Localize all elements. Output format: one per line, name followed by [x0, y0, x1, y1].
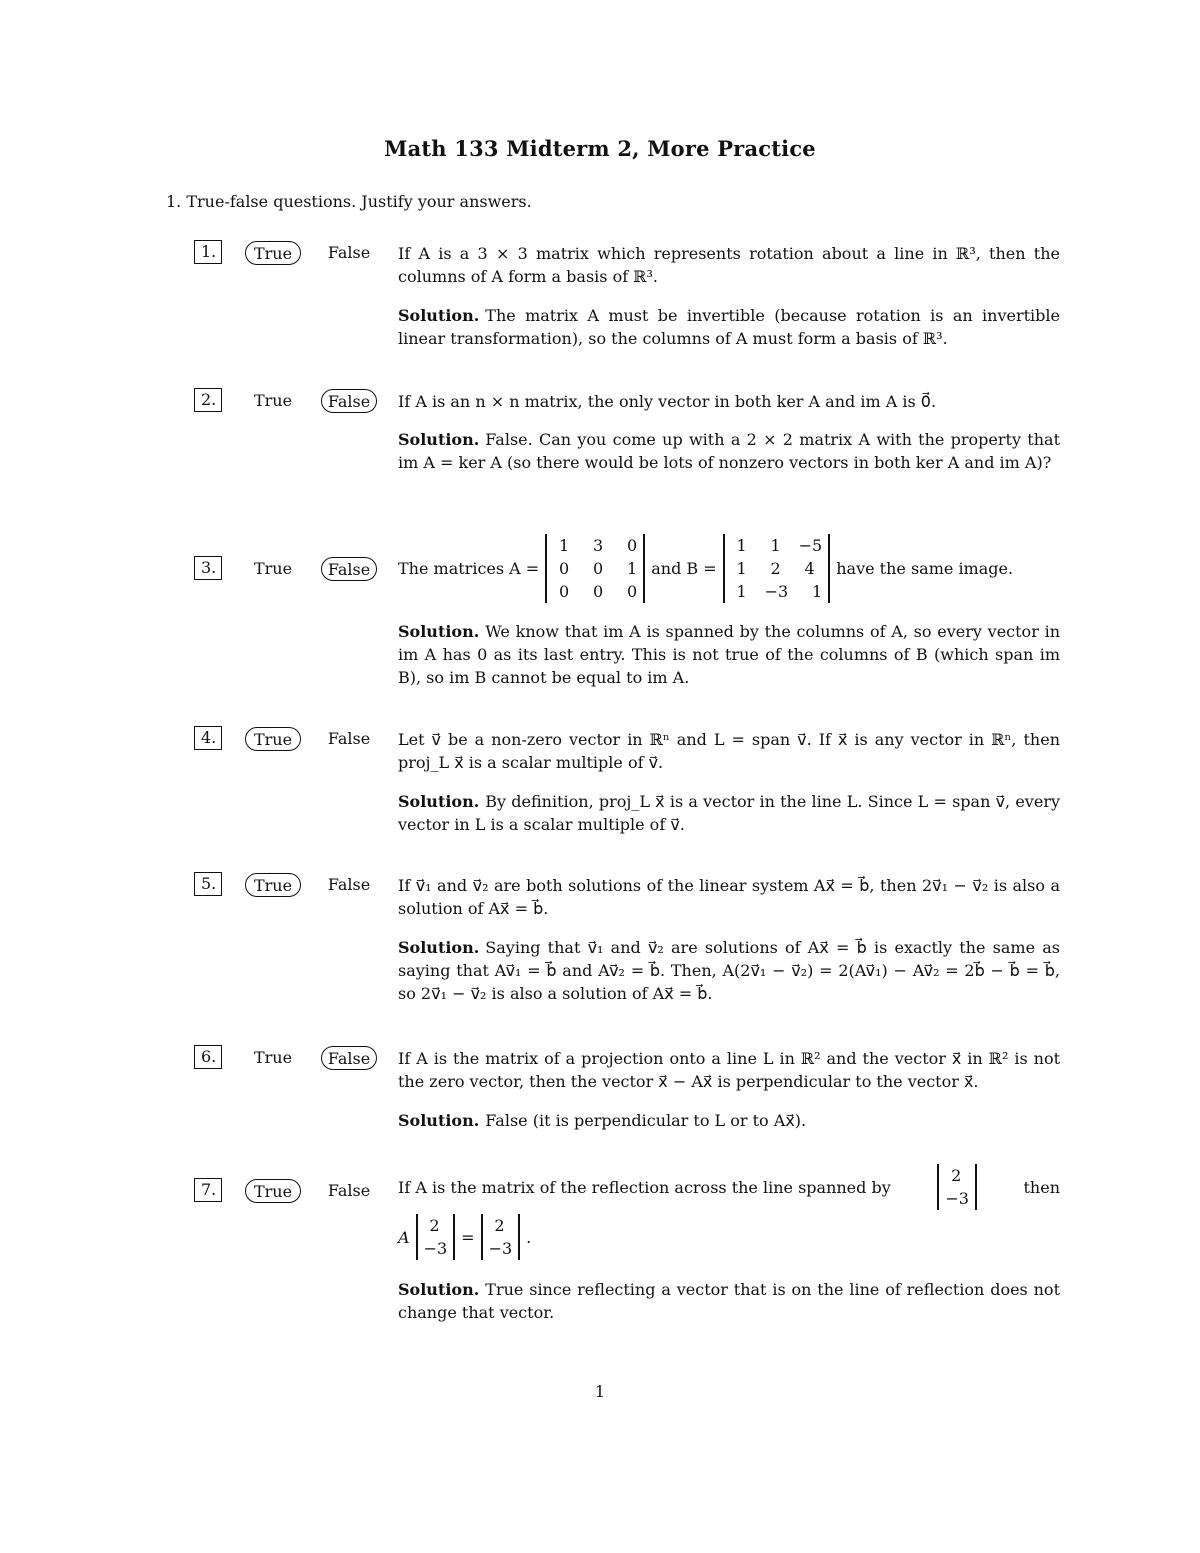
matrix-cell: 0 [627, 581, 638, 601]
question-number: 6. [194, 1045, 222, 1069]
solution-body: We know that im A is spanned by the columns of A, so every vector in im A has 0 as its last entry. This is not true of the columns of B (which span im B), so im B cannot be equal to im A. [398, 622, 1060, 687]
matrix-cell: 3 [593, 535, 604, 555]
solution-label: Solution. [398, 1111, 480, 1130]
solution-body: The matrix A must be invertible (because rotation is an invertible linear transformation), so the columns of A must form a basis of ℝ³. [398, 306, 1060, 348]
statement-part-c: have the same image. [836, 558, 1014, 578]
page-number: 1 [594, 1382, 606, 1401]
matrix-b [723, 534, 831, 603]
question-statement [398, 532, 1060, 604]
matrix-row [945, 1164, 969, 1187]
solution-body: By definition, proj_L x⃗ is a vector in the line L. Since L = span v⃗, every vector in L is a scalar multiple of v⃗. [398, 792, 1060, 834]
matrix-row [489, 1237, 513, 1260]
matrix-cell: 1 [736, 535, 747, 555]
solution-text [398, 1278, 1060, 1324]
true-option-selected[interactable]: True [245, 241, 301, 265]
lhs-vector [416, 1214, 456, 1260]
matrix-cell: −3 [488, 1239, 513, 1258]
matrix-row [553, 534, 637, 557]
question-number: 3. [194, 556, 222, 580]
statement-part-a: If A is the matrix of the reflection across the line spanned by [398, 1177, 891, 1197]
matrix-cell: 1 [736, 558, 747, 578]
question-statement: If A is an n × n matrix, the only vector in both ker A and im A is 0⃗. [398, 392, 937, 411]
matrix-cell: 0 [559, 558, 570, 578]
matrix-cell: 1 [559, 535, 570, 555]
matrix-cell: 1 [770, 535, 781, 555]
matrix-cell: 1 [627, 558, 638, 578]
matrix-a [545, 534, 645, 603]
true-option-selected[interactable]: True [245, 727, 301, 751]
question-number: 1. [194, 240, 222, 264]
false-option-selected[interactable]: False [321, 1046, 377, 1070]
matrix-cell: 0 [593, 581, 604, 601]
page-title: Math 133 Midterm 2, More Practice [384, 136, 816, 161]
matrix-row [731, 580, 823, 603]
matrix-row [731, 534, 823, 557]
matrix-row [731, 557, 823, 580]
solution-text [398, 936, 1060, 1005]
matrix-cell: 4 [804, 558, 815, 578]
matrix-cell: 2 [429, 1216, 440, 1235]
true-option-selected[interactable]: True [245, 1179, 301, 1203]
question-number: 7. [194, 1178, 222, 1202]
matrix-cell: 0 [627, 535, 638, 555]
matrix-cell: 2 [770, 558, 781, 578]
matrix-cell: −3 [945, 1189, 969, 1208]
matrix-cell: 2 [494, 1216, 505, 1235]
question-number: 4. [194, 726, 222, 750]
solution-label: Solution. [398, 306, 480, 325]
matrix-cell: 1 [812, 581, 823, 601]
statement-part-b: then [1023, 1177, 1060, 1197]
matrix-cell: −3 [423, 1239, 448, 1258]
solution-text [398, 620, 1060, 689]
rhs-vector [481, 1214, 521, 1260]
solution-text [398, 304, 1060, 350]
equation-lhs: A [398, 1227, 410, 1247]
solution-label: Solution. [398, 1280, 480, 1299]
solution-text [398, 1109, 1060, 1132]
question-statement: Let v⃗ be a non-zero vector in ℝⁿ and L = span v⃗. If x⃗ is any vector in ℝⁿ, then proj_L x⃗ is a scalar multiple of v⃗. [398, 730, 1060, 772]
false-option-selected[interactable]: False [321, 557, 377, 581]
false-option[interactable]: False [327, 875, 371, 894]
false-option[interactable]: False [327, 1181, 371, 1200]
matrix-row [424, 1214, 448, 1237]
false-option[interactable]: False [327, 729, 371, 748]
matrix-cell: −5 [798, 535, 823, 555]
solution-label: Solution. [398, 430, 480, 449]
section-intro: 1. True-false questions. Justify your answers. [166, 192, 532, 211]
solution-body: True since reflecting a vector that is on the line of reflection does not change that vector. [398, 1280, 1060, 1322]
line-vector [937, 1164, 977, 1210]
true-option-selected[interactable]: True [245, 873, 301, 897]
equals-sign: = [461, 1227, 475, 1247]
statement-part-a: The matrices A = [398, 558, 540, 578]
question-number: 5. [194, 872, 222, 896]
matrix-row [489, 1214, 513, 1237]
question-number: 2. [194, 388, 222, 412]
solution-body: False. Can you come up with a 2 × 2 matrix A with the property that im A = ker A (so there would be lots of nonzero vectors in both ker A and im A)? [398, 430, 1060, 472]
matrix-row [553, 580, 637, 603]
statement-part-b: and B = [651, 558, 717, 578]
equation-end: . [526, 1227, 532, 1247]
true-option[interactable]: True [253, 559, 293, 578]
solution-label: Solution. [398, 622, 480, 641]
true-option[interactable]: True [253, 391, 293, 410]
solution-body: False (it is perpendicular to L or to Ax⃗). [485, 1111, 807, 1130]
false-option-selected[interactable]: False [321, 389, 377, 413]
solution-text [398, 790, 1060, 836]
solution-label: Solution. [398, 792, 480, 811]
false-option[interactable]: False [327, 243, 371, 262]
question-statement: If A is a 3 × 3 matrix which represents rotation about a line in ℝ³, then the columns of A form a basis of ℝ³. [398, 244, 1060, 286]
matrix-cell: 2 [951, 1166, 962, 1185]
question-statement: If A is the matrix of a projection onto a line L in ℝ² and the vector x⃗ in ℝ² is not the zero vector, then the vector x⃗ − Ax⃗ is perpendicular to the vector x⃗. [398, 1049, 1060, 1091]
solution-body: Saying that v⃗₁ and v⃗₂ are solutions of Ax⃗ = b⃗ is exactly the same as saying that Av⃗₁ = b⃗ and Av⃗₂ = b⃗. Then, A(2v⃗₁ − v⃗₂) = 2(Av⃗₁) − Av⃗₂ = 2b⃗ − b⃗ = b⃗, so 2v⃗₁ − v⃗₂ is also a solution of Ax⃗ = b⃗. [398, 938, 1060, 1003]
matrix-cell: 1 [736, 581, 747, 601]
true-option[interactable]: True [253, 1048, 293, 1067]
matrix-row [553, 557, 637, 580]
matrix-cell: 0 [559, 581, 570, 601]
solution-label: Solution. [398, 938, 480, 957]
matrix-cell: 0 [593, 558, 604, 578]
question-statement: If v⃗₁ and v⃗₂ are both solutions of the linear system Ax⃗ = b⃗, then 2v⃗₁ − v⃗₂ is also a solution of Ax⃗ = b⃗. [398, 876, 1060, 918]
matrix-row [424, 1237, 448, 1260]
matrix-row [945, 1187, 969, 1210]
question-statement [398, 1164, 1060, 1210]
matrix-cell: −3 [764, 581, 789, 601]
reflection-equation [398, 1214, 1060, 1260]
solution-text [398, 428, 1060, 474]
